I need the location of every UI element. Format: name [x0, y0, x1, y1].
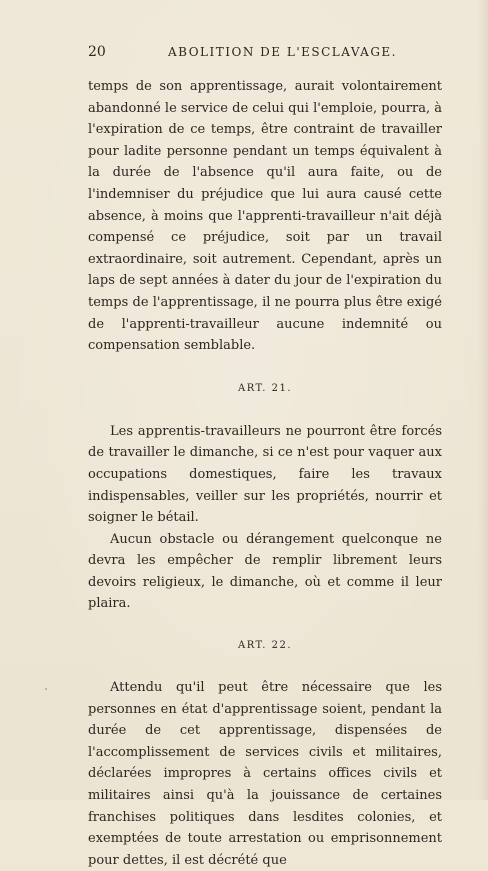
- article-22-heading: ART. 22.: [237, 640, 293, 652]
- article-22-paragraph-1: Attendu qu'il peut être nécessaire que les personnes en état d'apprentissage soient, pendant la durée de cet apprentissage, dispensées de l'accomplissement de services civils et militaires, déclarées impropres à certains offices civils et militaires ainsi qu'à la jouissance de certaines franchises politiques dans lesdites colonies, et exemptées de toute arrestation ou emprisonnement pour dettes, il est décrété que: [88, 680, 442, 868]
- page-edge-shadow: [478, 0, 488, 800]
- page-body: [88, 76, 442, 871]
- article-21-paragraph-2: Aucun obstacle ou dérangement quelconque ne devra les empêcher de remplir librement leurs devoirs religieux, le dimanche, où et comme il leur plaira.: [88, 531, 442, 612]
- page-number: 20: [88, 44, 106, 60]
- running-title: ABOLITION DE L'ESCLAVAGE.: [168, 45, 397, 59]
- paragraph-continuation: temps de son apprentissage, aurait volontairement abandonné le service de celui qui l'emploie, pourra, à l'expiration de ce temps, être contraint de travailler pour ladite personne pendant un temps équivalent à la durée de l'absence qu'il aura faite, ou de l'indemniser du préjudice que lui aura causé cette absence, à moins que l'apprenti-travailleur n'ait déjà compensé ce préjudice, soit par un travail extraordinaire, soit autrement. Cependant, après un laps de sept années à dater du jour de l'expiration du temps de l'apprentissage, il ne pourra plus être exigé de l'apprenti-travailleur aucune indemnité ou compensation semblable.: [88, 79, 442, 354]
- page-header: [88, 44, 442, 64]
- article-21-paragraph-1: Les apprentis-travailleurs ne pourront être forcés de travailler le dimanche, si ce n'est pour vaquer aux occupations domestiques, faire les travaux indispensables, veiller sur les propriétés, nourrir et soigner le bétail.: [88, 423, 442, 526]
- paper-speck: [45, 688, 47, 690]
- article-21-heading: ART. 21.: [237, 382, 293, 394]
